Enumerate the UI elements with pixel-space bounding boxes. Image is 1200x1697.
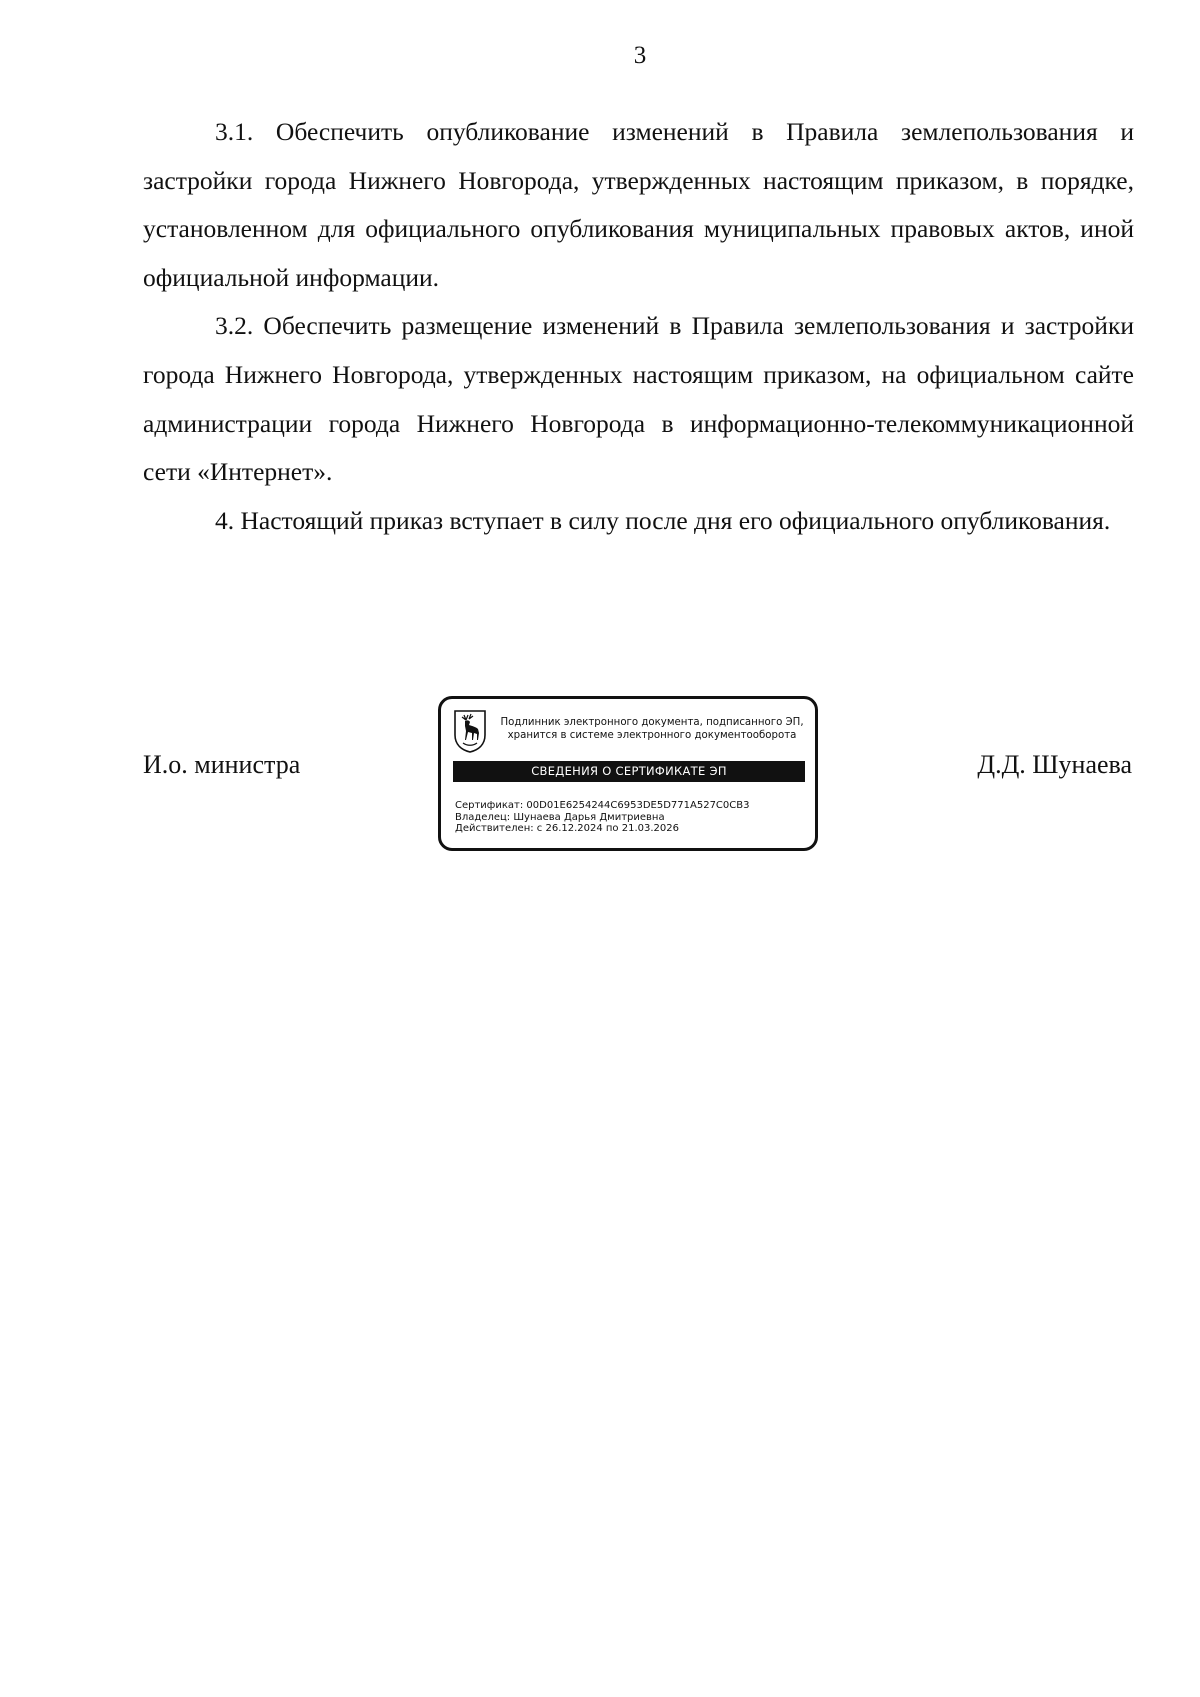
certificate-number: Сертификат: 00D01E6254244C6953DE5D771A527C0CB3	[455, 800, 750, 811]
signer-title: И.о. министра	[143, 750, 301, 779]
paragraph-3-1: 3.1. Обеспечить опубликование изменений в Правила землепользования и застройки города Нижнего Новгорода, утвержденных настоящим приказом, в порядке, установленном для официального опубликования муниципальных правовых актов, иной официальной информации.	[143, 117, 1134, 292]
stamp-header-line-2: хранится в системе электронного документооборота	[507, 730, 797, 741]
signer-name: Д.Д. Шунаева	[977, 750, 1132, 779]
paragraph-4: 4. Настоящий приказ вступает в силу после дня его официального опубликования.	[215, 505, 1111, 535]
stamp-certificate-details	[455, 800, 749, 835]
stamp-certificate-bar: СВЕДЕНИЯ О СЕРТИФИКАТЕ ЭП	[453, 761, 805, 782]
stamp-header-line-1: Подлинник электронного документа, подписанного ЭП,	[500, 717, 804, 728]
page-number: 3	[633, 42, 647, 69]
document-body	[143, 108, 1134, 545]
certificate-owner: Владелец: Шунаева Дарья Дмитриевна	[455, 811, 665, 823]
stamp-header	[493, 716, 811, 742]
paragraph-3-2: 3.2. Обеспечить размещение изменений в Правила землепользования и застройки города Нижнего Новгорода, утвержденных настоящим приказом, на официальном сайте администрации города Нижнего Новгорода в информационно-телекоммуникационной сети «Интернет».	[143, 311, 1134, 487]
electronic-signature-stamp	[438, 696, 818, 851]
certificate-validity: Действителен: с 26.12.2024 по 21.03.2026	[455, 823, 679, 834]
deer-coat-of-arms-icon	[452, 709, 488, 753]
